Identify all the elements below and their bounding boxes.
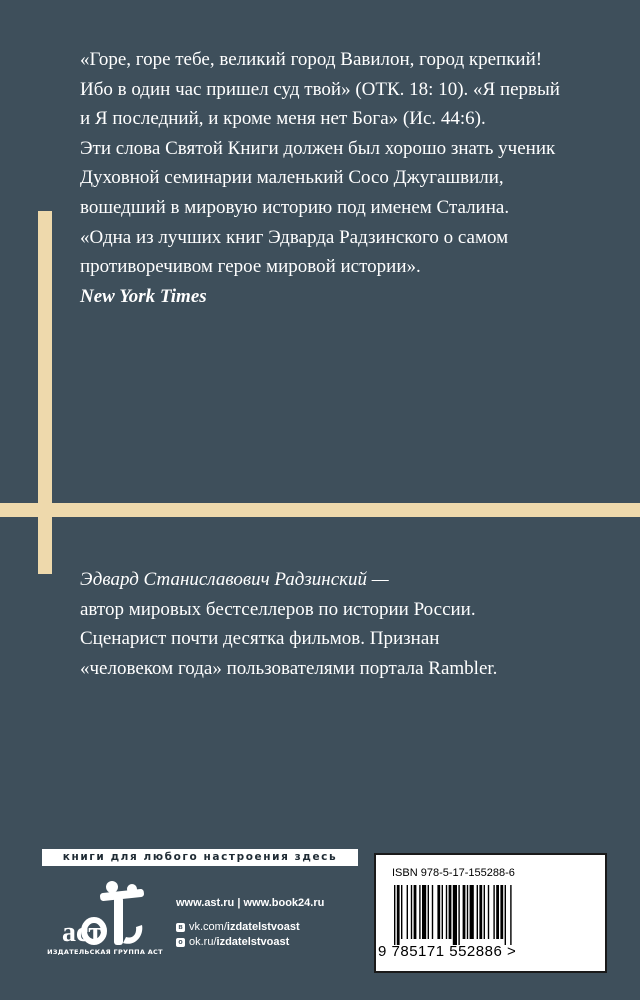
quote-line: «Горе, горе тебе, великий город Вавилон, город крепкий! — [80, 49, 543, 70]
barcode-bar — [470, 885, 474, 939]
barcode-bar — [446, 885, 447, 939]
publisher-tagline: книги для любого настроения здесь — [42, 849, 358, 866]
vk-link-handle[interactable]: izdatelstvoast — [226, 921, 300, 933]
logo-text: аст — [62, 917, 103, 948]
barcode-bar — [422, 885, 426, 939]
publisher-caption: ИЗДАТЕЛЬСКАЯ ГРУППА АСТ — [47, 948, 163, 956]
isbn-box — [374, 853, 607, 973]
barcode-bar — [500, 885, 503, 939]
barcode-bar — [496, 885, 499, 939]
vk-icon: в — [176, 923, 185, 932]
author-name: Эдвард Станиславович Радзинский — — [80, 569, 389, 590]
barcode-bar — [407, 885, 408, 939]
website-links[interactable]: www.ast.ru | www.book24.ru — [176, 897, 325, 909]
barcode-bar — [479, 885, 482, 939]
quote-block — [80, 45, 620, 311]
quote-line: Духовной семинарии маленький Сосо Джугашвили, — [80, 167, 504, 189]
vk-link-prefix[interactable]: vk.com/ — [189, 921, 227, 933]
barcode-bar — [493, 885, 494, 939]
quote-line: «Одна из лучших книг Эдварда Радзинского о самом — [80, 226, 509, 248]
author-bio-line: автор мировых бестселлеров по истории России. — [80, 598, 476, 620]
quote-line: вошедший в мировую историю под именем Сталина. — [80, 196, 510, 218]
barcode-bar — [453, 885, 457, 945]
barcode-bar — [428, 885, 429, 939]
barcode-digits: 9 785171 552886 > — [378, 943, 517, 960]
barcode-bar — [458, 885, 459, 945]
barcode-icon — [390, 885, 590, 945]
barcode-bar — [449, 885, 452, 939]
barcode-bar — [401, 885, 402, 939]
author-bio — [80, 565, 620, 683]
barcode-bar — [397, 885, 400, 945]
quote-line: Ибо в один час пришел суд твой» (ОТК. 18: 10). «Я первый — [80, 78, 560, 100]
barcode-bar — [432, 885, 433, 939]
horizontal-accent-line — [0, 503, 640, 517]
barcode-bar — [411, 885, 412, 939]
quote-line: противоречивом герое мировой истории». — [80, 256, 421, 278]
author-bio-line: «человеком года» пользователями портала Rambler. — [80, 657, 498, 679]
quote-line: и Я последний, и кроме меня нет Бога» (Ис. 44:6). — [80, 108, 486, 130]
barcode-bar — [414, 885, 417, 939]
barcode-bar — [463, 885, 466, 939]
barcode-bar — [442, 885, 443, 939]
barcode-bar — [394, 885, 395, 945]
barcode-bar — [419, 885, 420, 939]
barcode-bar — [488, 885, 489, 939]
ok-link-prefix[interactable]: ok.ru/ — [189, 936, 217, 948]
isbn-text: ISBN 978-5-17-155288-6 — [392, 867, 515, 879]
ok-link-handle[interactable]: izdatelstvoast — [216, 936, 290, 948]
quote-source: New York Times — [80, 285, 207, 307]
quote-line: Эти слова Святой Книги должен был хорошо знать ученик — [80, 137, 556, 159]
publisher-links — [176, 896, 324, 950]
vertical-accent-line — [38, 211, 52, 574]
ok-icon: о — [176, 938, 185, 947]
author-bio-line: Сценарист почти десятка фильмов. Признан — [80, 628, 440, 650]
barcode-bar — [484, 885, 485, 939]
barcode-bar — [437, 885, 440, 939]
barcode-bar — [477, 885, 478, 939]
barcode-bar — [505, 885, 506, 945]
barcode-bar — [510, 885, 511, 945]
barcode-bar — [467, 885, 468, 939]
